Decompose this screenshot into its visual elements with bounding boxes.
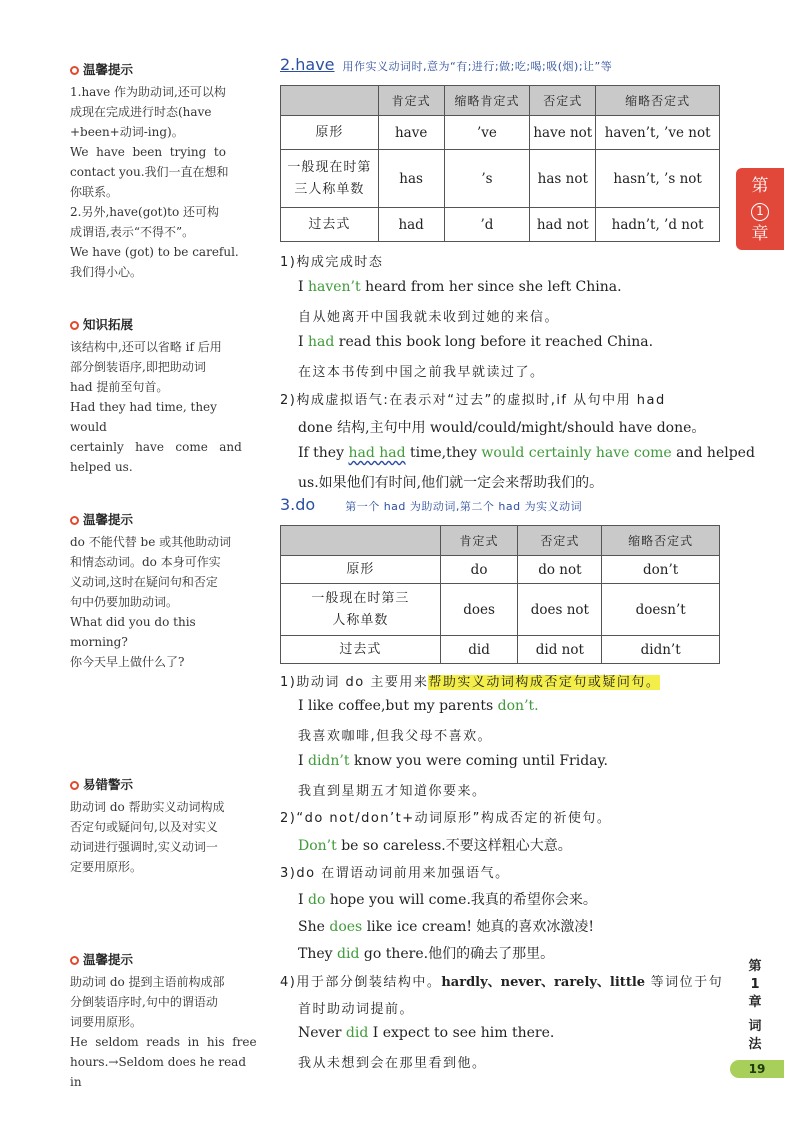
example-sentence: She does like ice cream! 她真的喜欢冰激凌! (298, 919, 595, 935)
tip-box-inversion (70, 315, 250, 477)
table-cell: hadn’t, ’d not (596, 208, 720, 242)
chapter-tab[interactable]: 第 1 章 (736, 168, 784, 250)
point-heading: 1)构成完成时态 (280, 255, 384, 270)
tip-line: 句中仍要加助动词。 (70, 595, 179, 609)
table-cell: did not (518, 636, 602, 664)
tip-bullet-icon (70, 66, 79, 75)
table-cell: ’ve (444, 116, 530, 150)
table-header-cell (281, 86, 379, 116)
table-cell: 原形 (281, 556, 441, 584)
example-translation: 在这本书传到中国之前我早就读过了。 (298, 365, 545, 380)
tip-line: +been+动词-ing)。 (70, 125, 184, 139)
table-cell: do not (518, 556, 602, 584)
tip-bullet-icon (70, 321, 79, 330)
tip-line: had 提前至句首。 (70, 380, 169, 394)
table-cell: does (440, 584, 518, 636)
table-row (281, 208, 720, 242)
example-translation: us.如果他们有时间,他们就一定会来帮助我们的。 (298, 475, 604, 491)
table-cell: had not (530, 208, 596, 242)
tip-title: 易错警示 (83, 777, 134, 792)
tip-line: 2.另外,have(got)to 还可构 (70, 205, 219, 219)
table-cell: do (440, 556, 518, 584)
table-header-cell: 缩略否定式 (602, 526, 720, 556)
section-title-have (280, 55, 612, 74)
table-row (281, 636, 720, 664)
tip-line: We have been trying to (70, 145, 226, 159)
example-sentence: If they had had time,they would certainly have come and helped (298, 445, 755, 461)
tip-line: 你今天早上做什么了? (70, 655, 185, 669)
table-header-cell: 缩略肯定式 (444, 86, 530, 116)
example-sentence: I haven’t heard from her since she left China. (298, 279, 622, 295)
handwritten-note: 用作实义动词时,意为“有;进行;做;吃;喝;吸(烟);让”等 (342, 60, 613, 73)
table-cell: had (378, 208, 444, 242)
tip-line: 助动词 do 帮助实义动词构成 (70, 800, 225, 814)
tip-box-do (70, 510, 250, 672)
table-header-row (281, 86, 720, 116)
tip-line: 定要用原形。 (70, 860, 143, 874)
tip-line: certainly have come and (70, 440, 242, 454)
table-cell: have (378, 116, 444, 150)
point-heading: 4)用于部分倒装结构中。hardly、never、rarely、little 等词位于句 (280, 975, 724, 990)
point-heading: 2)“do not/don’t+动词原形”构成否定的祈使句。 (280, 811, 612, 826)
tip-line: 分倒装语序时,句中的谓语动 (70, 995, 218, 1009)
table-header-cell: 否定式 (518, 526, 602, 556)
table-cell: didn’t (602, 636, 720, 664)
table-header-cell (281, 526, 441, 556)
example-sentence: I like coffee,but my parents don’t. (298, 698, 539, 714)
tip-title: 知识拓展 (83, 317, 134, 332)
example-sentence: I do hope you will come.我真的希望你会来。 (298, 892, 597, 908)
tip-line: 助动词 do 提到主语前构成部 (70, 975, 225, 989)
table-cell: 过去式 (281, 636, 441, 664)
table-cell: 过去式 (281, 208, 379, 242)
example-translation: 自从她离开中国我就未收到过她的来信。 (298, 310, 560, 325)
point-heading-cont: done 结构,主句中用 would/could/might/should have done。 (298, 420, 706, 436)
tip-bullet-icon (70, 516, 79, 525)
tip-line: What did you do this morning? (70, 615, 196, 649)
point-heading: 3)do 在谓语动词前用来加强语气。 (280, 866, 510, 881)
table-cell: have not (530, 116, 596, 150)
section-title-do (280, 495, 582, 514)
table-cell: don’t (602, 556, 720, 584)
tip-bullet-icon (70, 956, 79, 965)
table-cell: hasn’t, ’s not (596, 150, 720, 208)
example-sentence: Never did I expect to see him there. (298, 1025, 555, 1041)
table-cell: has (378, 150, 444, 208)
table-header-row (281, 526, 720, 556)
table-row (281, 150, 720, 208)
tip-line: 我们得小心。 (70, 265, 143, 279)
tip-title: 温馨提示 (83, 62, 134, 77)
example-sentence: I had read this book long before it reached China. (298, 334, 654, 350)
table-cell: does not (518, 584, 602, 636)
table-cell: ’s (444, 150, 530, 208)
highlighted-text: 帮助实义动词构成否定句或疑问句。 (428, 675, 661, 690)
table-cell: did (440, 636, 518, 664)
tip-line: 成现在完成进行时态(have (70, 105, 212, 119)
have-forms-table (280, 85, 720, 242)
do-forms-table (280, 525, 720, 664)
tip-line: contact you.我们一直在想和 (70, 165, 229, 179)
tip-bullet-icon (70, 781, 79, 790)
table-cell: doesn’t (602, 584, 720, 636)
table-cell: haven’t, ’ve not (596, 116, 720, 150)
point-heading: 1)助动词 do 主要用来帮助实义动词构成否定句或疑问句。 (280, 675, 661, 690)
table-cell: 一般现在时第三人称单数 (281, 150, 379, 208)
tip-title: 温馨提示 (83, 512, 134, 527)
tip-line: 该结构中,还可以省略 if 后用 (70, 340, 222, 354)
table-header-cell: 缩略否定式 (596, 86, 720, 116)
tip-line: 部分倒装语序,即把助动词 (70, 360, 206, 374)
tip-box-have (70, 60, 250, 282)
tip-line: 词要用原形。 (70, 1015, 143, 1029)
side-chapter-label: 第 1 章 词 法 (748, 959, 762, 1052)
tip-line: 义动词,这时在疑问句和否定 (70, 575, 218, 589)
example-translation: 我直到星期五才知道你要来。 (298, 784, 487, 799)
table-cell: 一般现在时第三人称单数 (281, 584, 441, 636)
tip-line: helped us. (70, 460, 133, 474)
table-row (281, 584, 720, 636)
table-cell: has not (530, 150, 596, 208)
example-translation: 我喜欢咖啡,但我父母不喜欢。 (298, 729, 493, 744)
table-cell: ’d (444, 208, 530, 242)
tip-line: hours.→Seldom does he read in (70, 1055, 247, 1089)
table-row (281, 556, 720, 584)
example-sentence: Don’t be so careless.不要这样粗心大意。 (298, 838, 572, 854)
table-cell: 原形 (281, 116, 379, 150)
tip-line: 和情态动词。do 本身可作实 (70, 555, 221, 569)
point-heading: 2)构成虚拟语气:在表示对“过去”的虚拟时,if 从句中用 had (280, 393, 666, 408)
handwritten-note: 第一个 had 为助动词,第二个 had 为实义动词 (345, 500, 583, 513)
point-heading-cont: 首时助动词提前。 (298, 1002, 415, 1017)
tip-box-do-inversion (70, 950, 257, 1092)
table-header-cell: 否定式 (530, 86, 596, 116)
tip-line: 否定句或疑问句,以及对实义 (70, 820, 218, 834)
table-row (281, 116, 720, 150)
section-heading: 3.do (280, 495, 316, 514)
tip-line: 动词进行强调时,实义动词一 (70, 840, 218, 854)
page-number: 19 (730, 1060, 784, 1078)
example-sentence: They did go there.他们的确去了那里。 (298, 946, 555, 962)
tip-line: We have (got) to be careful. (70, 245, 239, 259)
tip-line: do 不能代替 be 或其他助动词 (70, 535, 232, 549)
table-header-cell: 肯定式 (440, 526, 518, 556)
example-sentence: I didn’t know you were coming until Friday. (298, 753, 609, 769)
chapter-number-badge: 1 (751, 203, 769, 221)
tip-box-warning (70, 775, 250, 877)
tip-line: He seldom reads in his free (70, 1035, 257, 1049)
tip-line: 1.have 作为助动词,还可以构 (70, 85, 226, 99)
tip-line: 你联系。 (70, 185, 119, 199)
tip-title: 温馨提示 (83, 952, 134, 967)
tip-line: 成谓语,表示“不得不”。 (70, 225, 195, 239)
tip-line: Had they had time, they would (70, 400, 217, 434)
section-heading: 2.have (280, 55, 335, 74)
example-translation: 我从未想到会在那里看到他。 (298, 1056, 487, 1071)
table-header-cell: 肯定式 (378, 86, 444, 116)
